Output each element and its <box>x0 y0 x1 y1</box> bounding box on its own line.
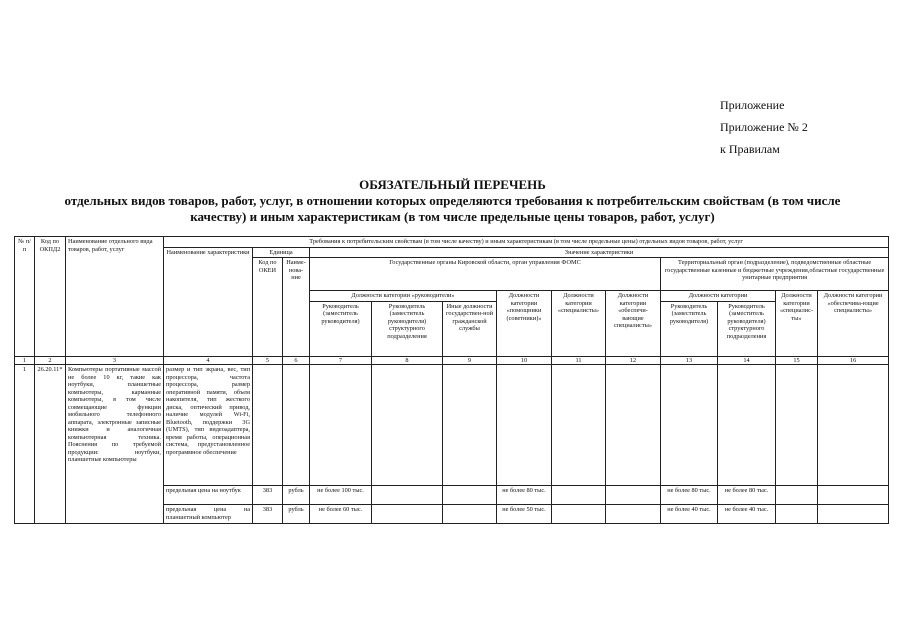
price-cell-col-7: не более 60 тыс. <box>310 505 372 524</box>
header-requirements: Требования к потребительским свойствам (в том числе качеству) и иным характеристикам (в том числе предельные цены) отдельных видов товаров, работ, услуг <box>164 237 889 248</box>
header-col-15: Должности категории «специалис-ты» <box>776 291 818 357</box>
document-title: ОБЯЗАТЕЛЬНЫЙ ПЕРЕЧЕНЬ <box>359 177 546 192</box>
price-cell-col-13: не более 40 тыс. <box>661 505 718 524</box>
price-cell-col-10: не более 50 тыс. <box>497 505 552 524</box>
column-number: 5 <box>253 356 283 365</box>
empty-cell <box>283 365 310 486</box>
price-cell-col-10: не более 80 тыс. <box>497 486 552 505</box>
empty-cell <box>372 486 443 505</box>
price-row-okei: 383 <box>253 505 283 524</box>
header-values: Значение характеристики <box>310 247 889 258</box>
empty-cell <box>606 365 661 486</box>
row-num: 1 <box>15 365 35 524</box>
empty-cell <box>818 505 889 524</box>
column-number: 10 <box>497 356 552 365</box>
appendix-line-3: к Правилам <box>720 142 780 156</box>
header-gov-bodies: Государственные органы Кировской области, орган управления ФОМС <box>310 258 661 291</box>
appendix-line-2: Приложение № 2 <box>720 120 808 134</box>
empty-cell <box>606 486 661 505</box>
empty-cell <box>372 505 443 524</box>
row-code: 26.20.11* <box>35 365 66 524</box>
header-territorial: Территориальный орган (подразделение), подведомственные областные государственные казенные и бюджетные учреждения,областные государственные унитарные предприятия <box>661 258 889 291</box>
empty-cell <box>776 365 818 486</box>
empty-cell <box>552 365 606 486</box>
column-number: 2 <box>35 356 66 365</box>
price-row-unit: рубль <box>283 486 310 505</box>
empty-cell <box>497 365 552 486</box>
document-subtitle: отдельных видов товаров, работ, услуг, в отношении которых определяются требования к потребительским свойствам (в том числе качеству) и иным характеристикам (в том числе предельные цены товаров, работ, услуг) <box>64 193 841 224</box>
header-col-10: Должности категории «помощники (советники)» <box>497 291 552 357</box>
empty-cell <box>552 486 606 505</box>
header-name: Наименование отдельного вида товаров, работ, услуг <box>66 237 164 357</box>
column-number: 12 <box>606 356 661 365</box>
column-number: 6 <box>283 356 310 365</box>
row-characteristics: размер и тип экрана, вес, тип процессора, частота процессора, размер оперативной памяти, объем накопителя, тип жесткого диска, оптический привод, наличие модулей Wi-Fi, Bluetooth, поддержки 3G (UMTS), тип видеоадаптера, время работы, операционная система, предустановленное программное обеспечение <box>164 365 253 486</box>
column-numbers-row <box>15 356 889 365</box>
price-cell-col-7: не более 100 тыс. <box>310 486 372 505</box>
header-col-14: Руководитель (заместитель руководителя) структурного подразделения <box>718 301 776 356</box>
header-col-13: Руководитель (заместитель руководителя) <box>661 301 718 356</box>
empty-cell <box>443 505 497 524</box>
empty-cell <box>372 365 443 486</box>
column-number: 3 <box>66 356 164 365</box>
empty-cell <box>310 365 372 486</box>
header-unit-name: Наиме-нова-ние <box>283 258 310 357</box>
column-number: 15 <box>776 356 818 365</box>
header-col-9: Иные должности государствен-ной гражданской службы <box>443 301 497 356</box>
empty-cell <box>818 486 889 505</box>
price-row-unit: рубль <box>283 505 310 524</box>
table-row <box>15 365 889 486</box>
empty-cell <box>552 505 606 524</box>
header-positions-category: Должности категории <box>661 291 776 302</box>
column-number: 16 <box>818 356 889 365</box>
column-number: 13 <box>661 356 718 365</box>
header-col-8: Руководитель (заместитель руководителя) структурного подразделения <box>372 301 443 356</box>
empty-cell <box>253 365 283 486</box>
requirements-table <box>14 236 889 524</box>
empty-cell <box>606 505 661 524</box>
column-number: 8 <box>372 356 443 365</box>
price-row-okei: 383 <box>253 486 283 505</box>
price-cell-col-14: не более 40 тыс. <box>718 505 776 524</box>
empty-cell <box>776 486 818 505</box>
price-cell-col-14: не более 80 тыс. <box>718 486 776 505</box>
header-char-name: Наименование характеристики <box>164 247 253 356</box>
column-number: 9 <box>443 356 497 365</box>
empty-cell <box>661 365 718 486</box>
price-cell-col-13: не более 80 тыс. <box>661 486 718 505</box>
empty-cell <box>718 365 776 486</box>
header-col-16: Должности категории «обеспечива-ющие специалисты» <box>818 291 889 357</box>
header-col-12: Должности категории «обеспечи-вающие специалисты» <box>606 291 661 357</box>
empty-cell <box>443 365 497 486</box>
price-row-name: предельная цена на планшетный компьютер <box>164 505 253 524</box>
column-number: 11 <box>552 356 606 365</box>
empty-cell <box>443 486 497 505</box>
empty-cell <box>818 365 889 486</box>
header-col-7: Руководитель (заместитель руководителя) <box>310 301 372 356</box>
header-num: № п/п <box>15 237 35 357</box>
header-okei: Код по ОКЕИ <box>253 258 283 357</box>
header-code: Код по ОКПД2 <box>35 237 66 357</box>
empty-cell <box>776 505 818 524</box>
row-name: Компьютеры портативные массой не более 10 кг, такие как ноутбуки, планшетные компьютеры, карманные компьютеры, в том числе совмещающие функции мобильного телефонного аппарата, электронные записные книжки и аналогичная компьютерная техника. Пояснения по требуемой продукции: ноутбуки, планшетные компьютеры <box>66 365 164 524</box>
header-leaders-category: Должности категории «руководители» <box>310 291 497 302</box>
header-unit: Единица <box>253 247 310 258</box>
column-number: 1 <box>15 356 35 365</box>
header-row-1 <box>15 237 889 248</box>
column-number: 7 <box>310 356 372 365</box>
price-row-name: предельная цена на ноутбук <box>164 486 253 505</box>
appendix-line-1: Приложение <box>720 98 785 112</box>
header-col-11: Должности категории «специалисты» <box>552 291 606 357</box>
column-number: 4 <box>164 356 253 365</box>
column-number: 14 <box>718 356 776 365</box>
